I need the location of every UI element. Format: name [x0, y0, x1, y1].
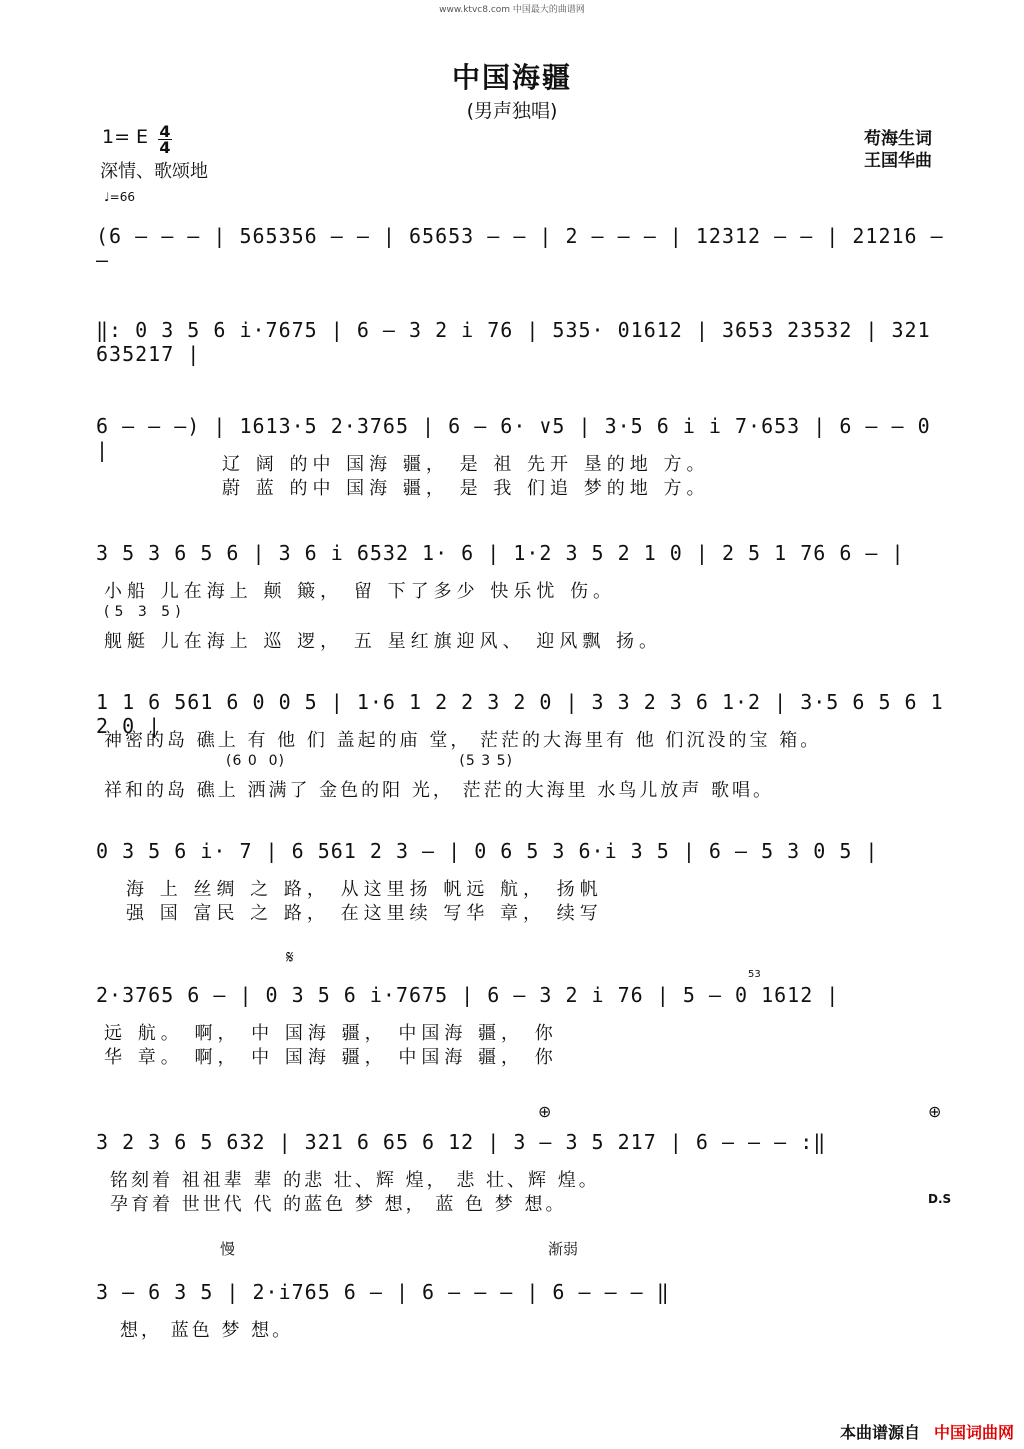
time-signature-bottom: 4	[159, 138, 171, 157]
staff-5-lyric-1: 神密的岛 礁上 有 他 们 盖起的庙 堂， 茫茫的大海里有 他 们沉没的宝 箱。	[104, 730, 822, 751]
staff-7-lyric-2: 华 章。 啊， 中 国海 疆， 中国海 疆， 你	[104, 1047, 558, 1068]
slow-mark: 慢	[220, 1240, 236, 1258]
lyricist: 苟海生词	[864, 129, 932, 149]
staff-4-notes: 3 5 3 6 5 6 | 3 6 i 6532 1· 6 | 1·2 3 5 2 1 0 | 2 5 1 76 6 — |	[96, 541, 905, 565]
staff-8-lyric-1: 铭刻着 祖祖辈 辈 的悲 壮、辉 煌， 悲 壮、辉 煌。	[110, 1170, 600, 1191]
coda-mark-1: ⊕	[538, 1102, 552, 1121]
fade-mark: 渐弱	[548, 1240, 579, 1258]
segno-mark: 𝄋	[286, 947, 294, 968]
footer-brand-link[interactable]: 中国词曲网	[933, 1423, 1014, 1442]
staff-7-lyric-1: 远 航。 啊， 中 国海 疆， 中国海 疆， 你	[104, 1023, 558, 1044]
staff-9-notes: 3 — 6 3 5 | 2·i765 6 — | 6 — — — | 6 — — — ‖	[96, 1280, 670, 1304]
expression-mark: 深情、歌颂地	[100, 161, 208, 182]
dal-segno-mark: D.S	[928, 1192, 952, 1206]
staff-7-notes: 2·3765 6 — | 0 3 5 6 i·7675 | 6 — 3 2 i 76 | 5 — 0 1612 |	[96, 983, 840, 1007]
staff-3-notes: 6 — — —) | 1613·5 2·3765 | 6 — 6· ∨5 | 3·5 6 i i 7·653 | 6 — — 0 |	[96, 414, 931, 462]
grace-note-mark: 53	[748, 969, 761, 980]
key-signature: 1= E	[102, 126, 149, 148]
time-signature	[158, 124, 172, 155]
tempo-mark: ♩=66	[104, 190, 135, 204]
staff-4-lyric-2: 舰艇 儿在海上 巡 逻， 五 星红旗迎风、 迎风飘 扬。	[104, 631, 663, 652]
staff-6-lyric-2: 强 国 富民 之 路， 在这里续 写华 章， 续写	[126, 903, 603, 924]
staff-6-lyric-1: 海 上 丝绸 之 路， 从这里扬 帆远 航， 扬帆	[126, 879, 603, 900]
staff-5-lyric-2: 祥和的岛 礁上 洒满了 金色的阳 光， 茫茫的大海里 水鸟儿放声 歌唱。	[104, 780, 775, 801]
time-signature-top: 4	[159, 122, 171, 141]
staff-4-lyric-variant: (5 3 5)	[104, 604, 186, 620]
staff-4-lyric-1: 小船 儿在海上 颠 簸， 留 下了多少 快乐忧 伤。	[104, 581, 617, 602]
staff-5-notes: 1 1 6 561 6 0 0 5 | 1·6 1 2 2 3 2 0 | 3 3 2 3 6 1·2 | 3·5 6 5 6 1 2 0 |	[96, 690, 944, 738]
footer	[840, 1420, 1014, 1443]
staff-5-lyric-variant: (6 0 0) (5 3 5)	[226, 753, 513, 769]
song-title: 中国海疆	[451, 61, 572, 94]
staff-1-notes: (6 — — — | 565356 — — | 65653 — — | 2 — — — | 12312 — — | 21216 — —	[96, 224, 944, 272]
song-subtitle: (男声独唱)	[466, 100, 558, 122]
composer: 王国华曲	[864, 151, 932, 171]
staff-8-lyric-2: 孕育着 世世代 代 的蓝色 梦 想， 蓝 色 梦 想。	[110, 1194, 567, 1215]
staff-2-notes: ‖: 0 3 5 6 i·7675 | 6 — 3 2 i 76 | 535· 01612 | 3653 23532 | 321 635217 |	[96, 318, 931, 366]
staff-9-lyric-1: 想， 蓝色 梦 想。	[120, 1320, 294, 1341]
coda-mark-2: ⊕	[928, 1102, 942, 1121]
staff-6-notes: 0 3 5 6 i· 7 | 6 561 2 3 — | 0 6 5 3 6·i 3 5 | 6 — 5 3 0 5 |	[96, 839, 879, 863]
staff-3-lyric-1: 辽 阔 的中 国海 疆， 是 祖 先开 垦的地 方。	[222, 454, 710, 475]
site-banner: www.ktvc8.com 中国最大的曲谱网	[439, 5, 585, 15]
footer-source: 本曲谱源自	[839, 1423, 920, 1442]
staff-8-notes: 3 2 3 6 5 632 | 321 6 65 6 12 | 3 — 3 5 217 | 6 — — — :‖	[96, 1130, 827, 1154]
credits	[864, 128, 932, 172]
staff-3-lyric-2: 蔚 蓝 的中 国海 疆， 是 我 们追 梦的地 方。	[222, 478, 710, 499]
